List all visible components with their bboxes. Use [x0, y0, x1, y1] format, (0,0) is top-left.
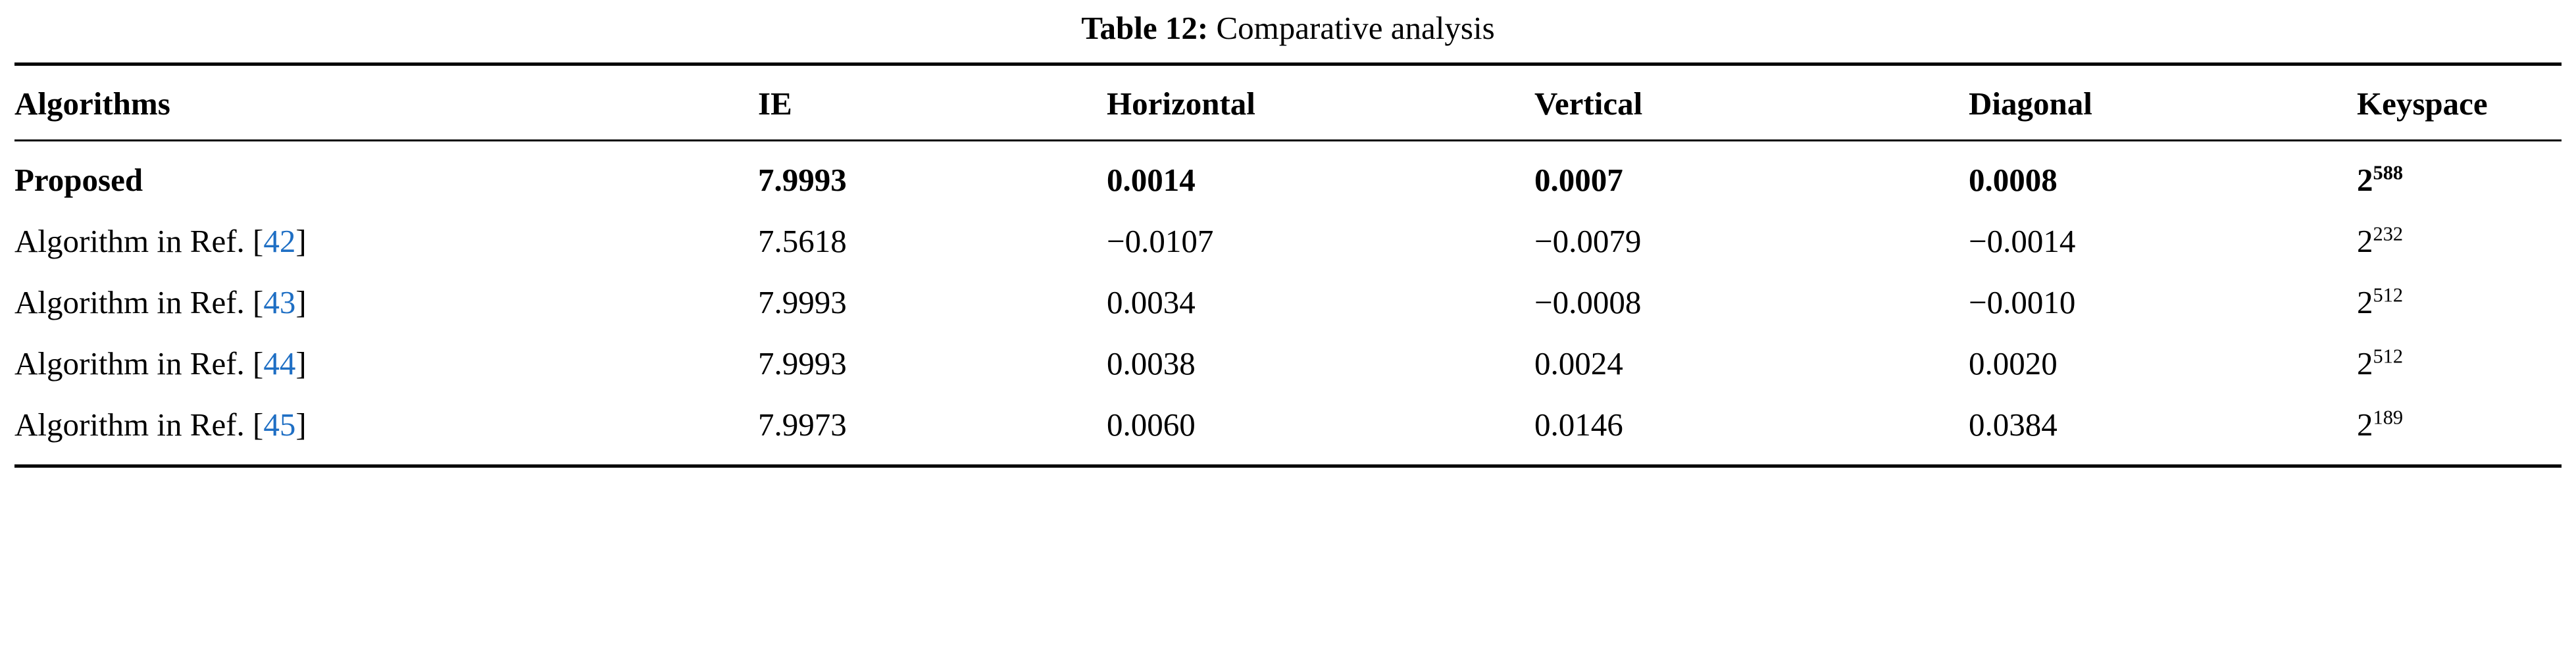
algorithm-label-close: ]: [295, 345, 307, 382]
keyspace-base: 2: [2357, 345, 2373, 382]
table-caption-label: Table 12:: [1081, 10, 1209, 46]
keyspace-base: 2: [2357, 407, 2373, 443]
cell-keyspace: [2357, 210, 2562, 272]
algorithm-label-close: ]: [295, 284, 307, 320]
column-header-keyspace: Keyspace: [2357, 64, 2562, 141]
cell-algorithm: [14, 333, 758, 394]
cell-ie: 7.9973: [758, 394, 1107, 466]
column-header-algorithms: Algorithms: [14, 64, 758, 141]
cell-algorithm: [14, 210, 758, 272]
cell-horizontal: 0.0038: [1107, 345, 1196, 382]
cell-ie: 7.9993: [758, 284, 847, 320]
algorithm-label: Algorithm in Ref. [: [14, 407, 264, 443]
cell-diagonal: 0.0020: [1969, 345, 2058, 382]
keyspace-exponent: 232: [2373, 222, 2404, 245]
cell-keyspace: [2357, 272, 2562, 333]
table-header-row: [14, 64, 2562, 141]
cell-diagonal: 0.0008: [1969, 141, 2357, 211]
cell-keyspace: [2357, 333, 2562, 394]
cell-horizontal: 0.0060: [1107, 394, 1534, 466]
reference-link[interactable]: 45: [263, 407, 296, 443]
cell-horizontal: −0.0107: [1107, 223, 1214, 259]
cell-ie: 7.9993: [758, 141, 1107, 211]
cell-diagonal: −0.0014: [1969, 223, 2076, 259]
cell-keyspace: [2357, 141, 2562, 211]
cell-algorithm: [14, 394, 758, 466]
table-body: [14, 141, 2562, 466]
cell-algorithm: [14, 272, 758, 333]
table-row: [14, 141, 2562, 211]
reference-link[interactable]: 44: [263, 345, 296, 382]
reference-link[interactable]: 43: [263, 284, 296, 320]
keyspace-base: 2: [2357, 223, 2373, 259]
table-row: [14, 210, 2562, 272]
column-header-diagonal: Diagonal: [1969, 64, 2357, 141]
table-header: [14, 64, 2562, 141]
cell-keyspace: [2357, 394, 2562, 466]
algorithm-label-close: ]: [295, 223, 307, 259]
cell-ie: 7.5618: [758, 223, 847, 259]
keyspace-base: 2: [2357, 162, 2373, 198]
cell-vertical: −0.0079: [1534, 223, 1642, 259]
column-header-horizontal: Horizontal: [1107, 64, 1534, 141]
table-caption-text: Comparative analysis: [1216, 10, 1495, 46]
algorithm-label: Algorithm in Ref. [: [14, 345, 264, 382]
cell-horizontal: 0.0034: [1107, 284, 1196, 320]
algorithm-label-close: ]: [295, 407, 307, 443]
cell-ie: 7.9993: [758, 345, 847, 382]
cell-diagonal: 0.0384: [1969, 394, 2357, 466]
cell-vertical: −0.0008: [1534, 284, 1642, 320]
keyspace-exponent: 189: [2373, 406, 2404, 429]
column-header-vertical: Vertical: [1534, 64, 1969, 141]
table-caption: [14, 0, 2562, 62]
cell-vertical: 0.0024: [1534, 345, 1623, 382]
cell-horizontal: 0.0014: [1107, 141, 1534, 211]
reference-link[interactable]: 42: [263, 223, 296, 259]
cell-algorithm: [14, 141, 758, 211]
keyspace-base: 2: [2357, 284, 2373, 320]
cell-vertical: 0.0007: [1534, 141, 1969, 211]
table-row: [14, 333, 2562, 394]
keyspace-exponent: 512: [2373, 284, 2404, 307]
keyspace-exponent: 588: [2373, 161, 2404, 184]
algorithm-label: Proposed: [14, 162, 143, 198]
column-header-ie: IE: [758, 64, 1107, 141]
table-row: [14, 394, 2562, 466]
algorithm-label: Algorithm in Ref. [: [14, 223, 264, 259]
keyspace-exponent: 512: [2373, 345, 2404, 368]
cell-diagonal: −0.0010: [1969, 284, 2076, 320]
algorithm-label: Algorithm in Ref. [: [14, 284, 264, 320]
table-row: [14, 272, 2562, 333]
cell-vertical: 0.0146: [1534, 394, 1969, 466]
comparative-analysis-table: [14, 62, 2562, 468]
